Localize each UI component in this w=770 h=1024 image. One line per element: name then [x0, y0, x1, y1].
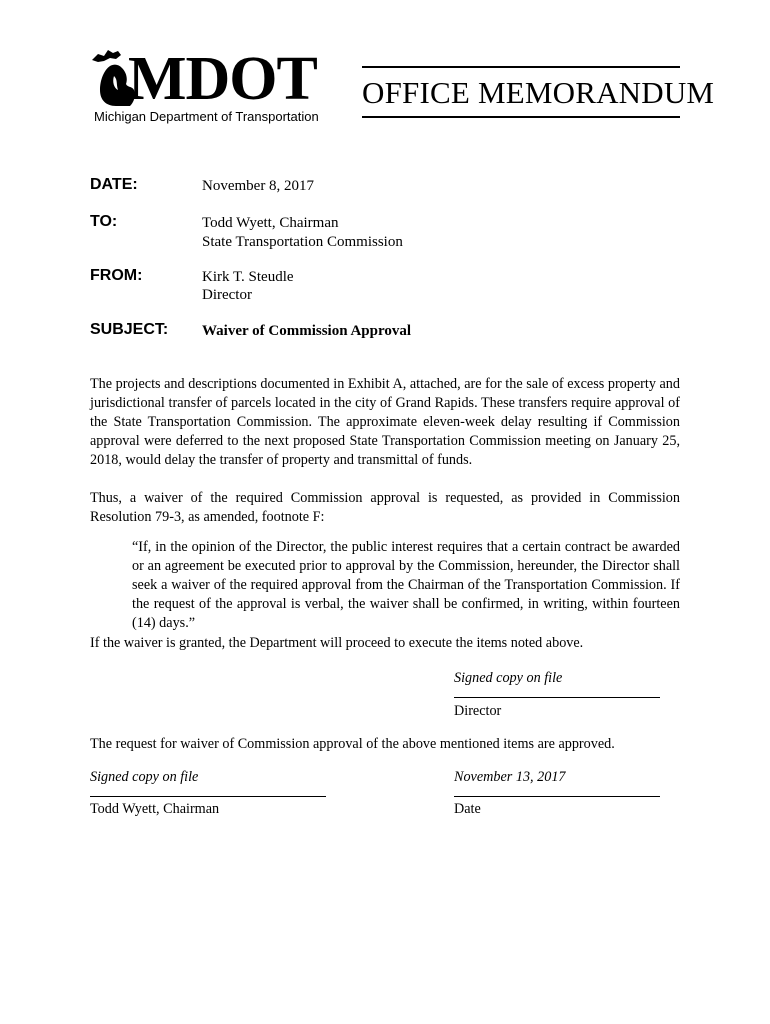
body-paragraph-2: Thus, a waiver of the required Commission approval is requested, as provided in Commission Resolution 79-3, as amended, footnote F: [90, 490, 680, 525]
date-value: November 8, 2017 [202, 178, 315, 194]
director-signed-note: Signed copy on file [454, 670, 563, 686]
to-label: TO: [90, 213, 118, 230]
director-signature-line [454, 697, 660, 698]
approval-statement: The request for waiver of Commission approval of the above mentioned items are approved. [90, 736, 615, 752]
logo-subtitle: Michigan Department of Transportation [94, 109, 319, 124]
memo-rule-bottom [362, 116, 680, 118]
resolution-quote: “If, in the opinion of the Director, the public interest requires that a certain contract be awarded or an agreement be executed prior to approval by the Commission, hereunder, the Director shall seek a waiver of the required approval from the Chairman of the Transportation Commission. If the request of the approval is verbal, the waiver shall be confirmed, in writing, within fourteen (14) days.” [132, 539, 680, 631]
director-title: Director [454, 703, 502, 719]
approval-date-value: November 13, 2017 [454, 769, 566, 785]
memo-rule-top [362, 66, 680, 68]
logo-wordmark: MDOT [128, 45, 317, 113]
date-signature-line [454, 796, 660, 797]
subject-value: Waiver of Commission Approval [202, 323, 412, 339]
chairman-signature-line [90, 796, 326, 797]
subject-label: SUBJECT: [90, 321, 169, 338]
memo-title: OFFICE MEMORANDUM [362, 75, 715, 110]
body-paragraph-3: If the waiver is granted, the Department will proceed to execute the items noted above. [90, 635, 584, 651]
body-paragraph-1: The projects and descriptions documented in Exhibit A, attached, are for the sale of excess property and jurisdictional transfer of parcels located in the city of Grand Rapids. These transfers require approval of the State Transportation Commission. The approximate eleven-week delay resulting if Commission approval were deferred to the next proposed State Transportation Commission meeting on January 25, 2018, would delay the transfer of property and transmittal of funds. [90, 376, 680, 468]
from-title: Director [202, 287, 252, 303]
from-name: Kirk T. Steudle [202, 269, 294, 285]
date-label: DATE: [90, 176, 138, 193]
date-label-signature: Date [454, 801, 481, 817]
to-organization: State Transportation Commission [202, 234, 403, 250]
chairman-signed-note: Signed copy on file [90, 769, 199, 785]
to-name: Todd Wyett, Chairman [202, 215, 339, 231]
from-label: FROM: [90, 267, 143, 284]
chairman-label: Todd Wyett, Chairman [90, 801, 220, 817]
